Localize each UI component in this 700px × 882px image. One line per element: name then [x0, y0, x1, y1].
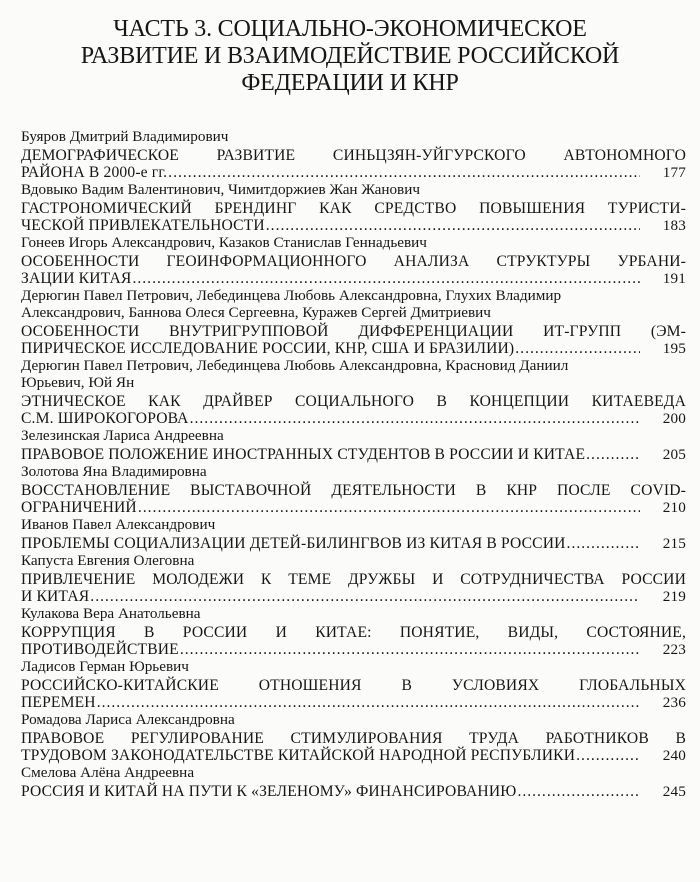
part-title-line: ФЕДЕРАЦИИ И КНР — [241, 70, 459, 96]
toc-leader-dots — [90, 588, 640, 605]
toc-title-line — [21, 747, 686, 764]
toc-title-text: ОСОБЕННОСТИ ГЕОИНФОРМАЦИОННОГО АНАЛИЗА СТРУКТУРЫ УРБАНИ- — [21, 253, 686, 270]
toc-title-line — [21, 535, 686, 552]
toc-entry[interactable] — [21, 605, 686, 658]
toc-authors: Зелезинская Лариса Андреевна — [21, 427, 224, 444]
toc-entry[interactable] — [21, 427, 686, 463]
toc-title-line — [21, 624, 686, 641]
toc-authors: Александрович, Баннова Олеся Сергеевна, Куражев Сергей Дмитриевич — [21, 304, 491, 321]
toc-page-number[interactable]: 223 — [662, 641, 686, 658]
toc-authors: Дерюгин Павел Петрович, Лебединцева Любовь Александровна, Глухих Владимир — [21, 287, 562, 304]
toc-entry[interactable] — [21, 516, 686, 552]
toc-authors: Гонеев Игорь Александрович, Казаков Станислав Геннадьевич — [21, 234, 427, 251]
toc-title-text: ТРУДОВОМ ЗАКОНОДАТЕЛЬСТВЕ КИТАЙСКОЙ НАРОДНОЙ РЕСПУБЛИКИ — [21, 747, 576, 764]
toc-entry[interactable] — [21, 552, 686, 605]
toc-title-text: ГАСТРОНОМИЧЕСКИЙ БРЕНДИНГ КАК СРЕДСТВО ПОВЫШЕНИЯ ТУРИСТИ- — [21, 200, 686, 217]
toc-authors: Золотова Яна Владимировна — [21, 463, 207, 480]
toc-title-text: ПРИВЛЕЧЕНИЕ МОЛОДЕЖИ К ТЕМЕ ДРУЖБЫ И СОТРУДНИЧЕСТВА РОССИИ — [21, 571, 686, 588]
toc-title-line — [21, 270, 686, 287]
toc-entry[interactable] — [21, 463, 686, 516]
toc-leader-dots — [515, 340, 640, 357]
toc-title-text: ПРАВОВОЕ РЕГУЛИРОВАНИЕ СТИМУЛИРОВАНИЯ ТРУДА РАБОТНИКОВ В — [21, 730, 686, 747]
toc-leader-dots — [576, 747, 640, 764]
part-title — [40, 16, 660, 97]
toc-leader-dots — [517, 783, 640, 800]
toc-title-line — [21, 694, 686, 711]
toc-leader-dots — [168, 164, 640, 181]
toc-title-line — [21, 323, 686, 340]
toc-title-line — [21, 446, 686, 463]
toc-entry[interactable] — [21, 181, 686, 234]
toc-title-line — [21, 783, 686, 800]
toc-authors: Иванов Павел Александрович — [21, 516, 216, 533]
toc-title-text: ЭТНИЧЕСКОЕ КАК ДРАЙВЕР СОЦИАЛЬНОГО В КОНЦЕПЦИИ КИТАЕВЕДА — [21, 393, 686, 410]
toc-page-number[interactable]: 245 — [662, 783, 686, 800]
table-of-contents — [21, 128, 686, 800]
toc-leader-dots — [266, 217, 640, 234]
toc-leader-dots — [180, 641, 640, 658]
toc-page-number[interactable]: 191 — [662, 270, 686, 287]
toc-title-text: ЗАЦИИ КИТАЯ — [21, 270, 132, 287]
toc-authors: Вдовыко Вадим Валентинович, Чимитдоржиев Жан Жанович — [21, 181, 420, 198]
toc-title-line — [21, 482, 686, 499]
toc-entry[interactable] — [21, 764, 686, 800]
toc-page-number[interactable]: 195 — [662, 340, 686, 357]
toc-authors: Дерюгин Павел Петрович, Лебединцева Любовь Александровна, Красновид Даниил — [21, 357, 569, 374]
toc-title-line — [21, 410, 686, 427]
toc-authors: Юрьевич, Юй Ян — [21, 374, 135, 391]
toc-title-line — [21, 217, 686, 234]
toc-entry[interactable] — [21, 128, 686, 181]
toc-title-text: ПРАВОВОЕ ПОЛОЖЕНИЕ ИНОСТРАННЫХ СТУДЕНТОВ В РОССИИ И КИТАЕ — [21, 446, 586, 463]
toc-title-text: РАЙОНА В 2000-е гг. — [21, 164, 168, 181]
toc-authors: Кулакова Вера Анатольевна — [21, 605, 201, 622]
toc-title-text: ОГРАНИЧЕНИЙ — [21, 499, 137, 516]
toc-title-line — [21, 677, 686, 694]
toc-title-line — [21, 340, 686, 357]
toc-title-text: ПРОТИВОДЕЙСТВИЕ — [21, 641, 179, 658]
toc-leader-dots — [138, 499, 640, 516]
toc-title-text: ПРОБЛЕМЫ СОЦИАЛИЗАЦИИ ДЕТЕЙ-БИЛИНГВОВ ИЗ КИТАЯ В РОССИИ — [21, 535, 566, 552]
toc-page-number[interactable]: 183 — [662, 217, 686, 234]
toc-title-text: С.М. ШИРОКОГОРОВА — [21, 410, 189, 427]
toc-authors: Капуста Евгения Олеговна — [21, 552, 195, 569]
toc-title-line — [21, 730, 686, 747]
toc-title-text: ПЕРЕМЕН — [21, 694, 96, 711]
toc-page-number[interactable]: 205 — [662, 446, 686, 463]
toc-title-line — [21, 147, 686, 164]
toc-leader-dots — [190, 410, 640, 427]
toc-entry[interactable] — [21, 234, 686, 287]
toc-page-number[interactable]: 219 — [662, 588, 686, 605]
toc-leader-dots — [132, 270, 640, 287]
toc-title-line — [21, 164, 686, 181]
toc-title-text: КОРРУПЦИЯ В РОССИИ И КИТАЕ: ПОНЯТИЕ, ВИДЫ, СОСТОЯНИЕ, — [21, 624, 686, 641]
toc-title-line — [21, 641, 686, 658]
toc-leader-dots — [586, 446, 640, 463]
toc-entry[interactable] — [21, 287, 686, 357]
toc-leader-dots — [567, 535, 640, 552]
toc-authors: Буяров Дмитрий Владимирович — [21, 128, 229, 145]
toc-title-text: ЧЕСКОЙ ПРИВЛЕКАТЕЛЬНОСТИ — [21, 217, 265, 234]
toc-entry[interactable] — [21, 357, 686, 427]
part-title-line: РАЗВИТИЕ И ВЗАИМОДЕЙСТВИЕ РОССИЙСКОЙ — [80, 43, 620, 69]
toc-title-text: ОСОБЕННОСТИ ВНУТРИГРУППОВОЙ ДИФФЕРЕНЦИАЦИИ ИТ-ГРУПП (ЭМ- — [21, 323, 686, 340]
toc-leader-dots — [97, 694, 640, 711]
toc-title-text: РОССИЯ И КИТАЙ НА ПУТИ К «ЗЕЛЕНОМУ» ФИНАНСИРОВАНИЮ — [21, 783, 517, 800]
toc-page-number[interactable]: 236 — [662, 694, 686, 711]
toc-title-line — [21, 253, 686, 270]
toc-page-number[interactable]: 240 — [662, 747, 686, 764]
toc-title-line — [21, 393, 686, 410]
toc-title-line — [21, 571, 686, 588]
toc-title-text: И КИТАЯ — [21, 588, 90, 605]
toc-title-text: ПИРИЧЕСКОЕ ИССЛЕДОВАНИЕ РОССИИ, КНР, США И БРАЗИЛИИ) — [21, 340, 515, 357]
toc-title-text: ВОССТАНОВЛЕНИЕ ВЫСТАВОЧНОЙ ДЕЯТЕЛЬНОСТИ В КНР ПОСЛЕ COVID- — [21, 482, 686, 499]
toc-title-line — [21, 200, 686, 217]
toc-title-line — [21, 499, 686, 516]
toc-authors: Ладисов Герман Юрьевич — [21, 658, 189, 675]
toc-entry[interactable] — [21, 711, 686, 764]
toc-page-number[interactable]: 215 — [662, 535, 686, 552]
toc-title-text: ДЕМОГРАФИЧЕСКОЕ РАЗВИТИЕ СИНЬЦЗЯН-УЙГУРСКОГО АВТОНОМНОГО — [21, 147, 686, 164]
toc-authors: Смелова Алёна Андреевна — [21, 764, 195, 781]
toc-entry[interactable] — [21, 658, 686, 711]
toc-authors: Ромадова Лариса Александровна — [21, 711, 235, 728]
toc-title-text: РОССИЙСКО-КИТАЙСКИЕ ОТНОШЕНИЯ В УСЛОВИЯХ ГЛОБАЛЬНЫХ — [21, 677, 686, 694]
part-title-line: ЧАСТЬ 3. СОЦИАЛЬНО-ЭКОНОМИЧЕСКОЕ — [113, 16, 587, 42]
toc-page-number[interactable]: 200 — [662, 410, 686, 427]
toc-page-number[interactable]: 210 — [662, 499, 686, 516]
toc-page-number[interactable]: 177 — [662, 164, 686, 181]
toc-title-line — [21, 588, 686, 605]
